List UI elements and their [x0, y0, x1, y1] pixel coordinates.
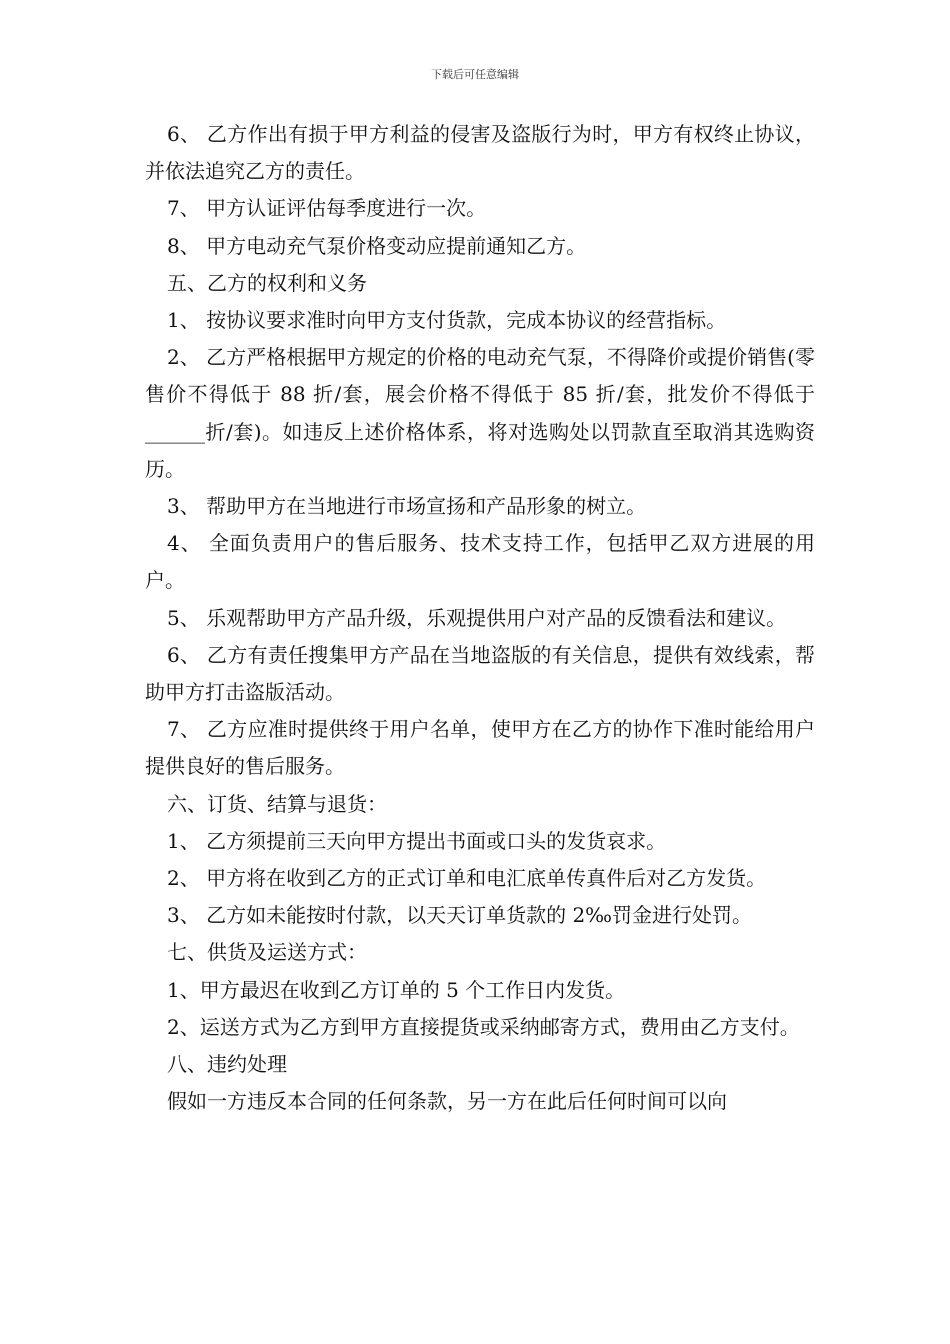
paragraph: 2、 甲方将在收到乙方的正式订单和电汇底单传真件后对乙方发货。	[167, 866, 767, 891]
paragraph: 7、 甲方认证评估每季度进行一次。	[167, 196, 487, 221]
paragraph: 假如一方违反本合同的任何条款，另一方在此后任何时间可以向	[167, 1089, 727, 1114]
section-heading: 五、乙方的权利和义务	[167, 270, 367, 295]
paragraph: 6、 乙方有责任搜集甲方产品在当地盗版的有关信息，提供有效线索，帮助甲方打击盗版活动。	[145, 642, 815, 705]
paragraph: 3、 乙方如未能按时付款，以天天订单货款的 2‰罚金进行处罚。	[167, 903, 752, 928]
paragraph: 1、甲方最迟在收到乙方订单的 5 个工作日内发货。	[167, 977, 626, 1002]
paragraph: 6、 乙方作出有损于甲方利益的侵害及盗版行为时，甲方有权终止协议，并依法追究乙方的责任。	[145, 122, 815, 184]
paragraph: 3、 帮助甲方在当地进行市场宣扬和产品形象的树立。	[167, 494, 647, 519]
paragraph: 8、 甲方电动充气泵价格变动应提前通知乙方。	[167, 233, 587, 258]
section-heading: 七、供货及运送方式：	[167, 940, 367, 965]
paragraph: 1、 乙方须提前三天向甲方提出书面或口头的发货哀求。	[167, 828, 667, 853]
section-heading: 八、违约处理	[167, 1052, 287, 1077]
paragraph: 4、 全面负责用户的售后服务、技术支持工作，包括甲乙双方进展的用户。	[145, 531, 815, 593]
paragraph: 2、 乙方严格根据甲方规定的价格的电动充气泵，不得降价或提价销售(零售价不得低于 88 折/套，展会价格不得低于 85 折/套，批发价不得低于______折/套)。如违反上述价格体系，将对选购处以罚款直至取消其选购资历。	[145, 345, 815, 481]
paragraph: 5、 乐观帮助甲方产品升级，乐观提供用户对产品的反馈看法和建议。	[167, 605, 787, 630]
document-body	[145, 116, 815, 1120]
paragraph: 7、 乙方应准时提供终于用户名单，使甲方在乙方的协作下准时能给用户提供良好的售后服务。	[145, 717, 815, 779]
page-header: 下载后可任意编辑	[431, 68, 519, 81]
paragraph: 2、运送方式为乙方到甲方直接提货或采纳邮寄方式，费用由乙方支付。	[167, 1014, 800, 1039]
section-heading: 六、订货、结算与退货：	[167, 791, 387, 816]
paragraph: 1、 按协议要求准时向甲方支付货款，完成本协议的经营指标。	[167, 308, 727, 333]
